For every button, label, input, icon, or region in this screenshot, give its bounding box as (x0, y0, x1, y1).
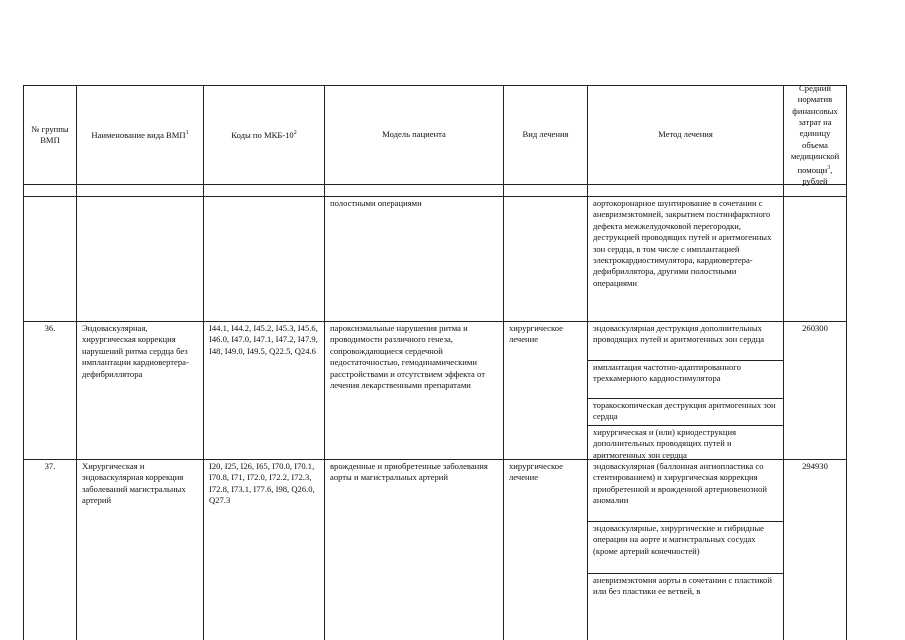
method-item: имплантация частотно-адаптированного трехкамерного кардиостимулятора (593, 362, 741, 384)
row-cost: 294930 (802, 461, 828, 471)
method-item: эндоваскулярная деструкция дополнительных проводящих путей и аритмогенных зон сердца (593, 323, 765, 345)
header-divider (23, 184, 847, 185)
method-divider (587, 521, 783, 522)
header-name: Наименование вида ВМП$^1$ (91, 130, 189, 141)
continuation-model: полостными операциями (330, 198, 422, 208)
row-divider-36 (23, 321, 847, 322)
method-divider (587, 360, 783, 361)
row-model: пароксизмальные нарушения ритма и проводимости различного генеза, сопровождающиеся сердечной недостаточностью, гемодинамическими расстройствами и отсутствием эффекта от лечения лекарственными препаратами (330, 323, 485, 391)
method-divider (587, 573, 783, 574)
header-model: Модель пациента (382, 129, 446, 140)
method-divider (587, 398, 783, 399)
row-treatment: хирургическое лечение (509, 461, 563, 483)
header-group-number: № группы ВМП (31, 123, 69, 145)
header-treatment: Вид лечения (522, 129, 569, 140)
continuation-method: аортокоронарное шунтирование в сочетании с аневризмэктомией, закрытием постинфарктного дефекта межжелудочковой перегородки, деструкцией проводящих путей и аритмогенных зон сердца, в том числе с имплантацией электрокардиостимулятора, кардиовертера-дефибриллятора, другими полостными операциями (593, 198, 772, 288)
spacer-divider (23, 196, 847, 197)
method-divider (587, 425, 783, 426)
row-cost: 260300 (802, 323, 828, 333)
row-treatment: хирургическое лечение (509, 323, 563, 345)
col-border-7 (846, 85, 847, 640)
method-item: эндоваскулярные, хирургические и гибридные операции на аорте и магистральных сосудах (кроме артерий конечностей) (593, 523, 764, 556)
header-cost: Средний норматив финансовых затрат на единицу объема медицинской помощи$^3$, рублей (790, 82, 840, 186)
method-item: эндоваскулярная (баллонная ангиопластика со стентированием) и хирургическая коррекция приобретенной и врожденной артериовенозной аномалии (593, 461, 768, 506)
header-method: Метод лечения (658, 129, 713, 140)
row-codes: I20, I25, I26, I65, I70.0, I70.1, I70.8, I71, I72.0, I72.2, I72.3, I72.8, I73.1, I77.6, I98, Q26.0, Q27.3 (209, 461, 315, 506)
row-number: 36. (44, 323, 56, 333)
method-item: хирургическая и (или) криодеструкция дополнительных проводящих путей и аритмогенных зон сердца (593, 427, 737, 460)
header-codes: Коды по МКБ-$10^2$ (231, 130, 297, 141)
method-item: торакоскопическая деструкция аритмогенных зон сердца (593, 400, 776, 422)
row-codes: I44.1, I44.2, I45.2, I45.3, I45.6, I46.0, I47.0, I47.1, I47.2, I47.9, I48, I49.0, I49.5, Q22.5, Q24.6 (209, 323, 318, 356)
row-name: Хирургическая и эндоваскулярная коррекция заболеваний магистральных артерий (82, 461, 186, 506)
row-name: Эндоваскулярная, хирургическая коррекция нарушений ритма сердца без имплантации кардиовертера-дефибриллятора (82, 323, 189, 379)
row-number: 37. (44, 461, 56, 471)
row-model: врожденные и приобретенные заболевания аорты и магистральных артерий (330, 461, 488, 483)
method-item: аневризмэктомия аорты в сочетании с пластикой или без пластики ее ветвей, в (593, 575, 772, 597)
